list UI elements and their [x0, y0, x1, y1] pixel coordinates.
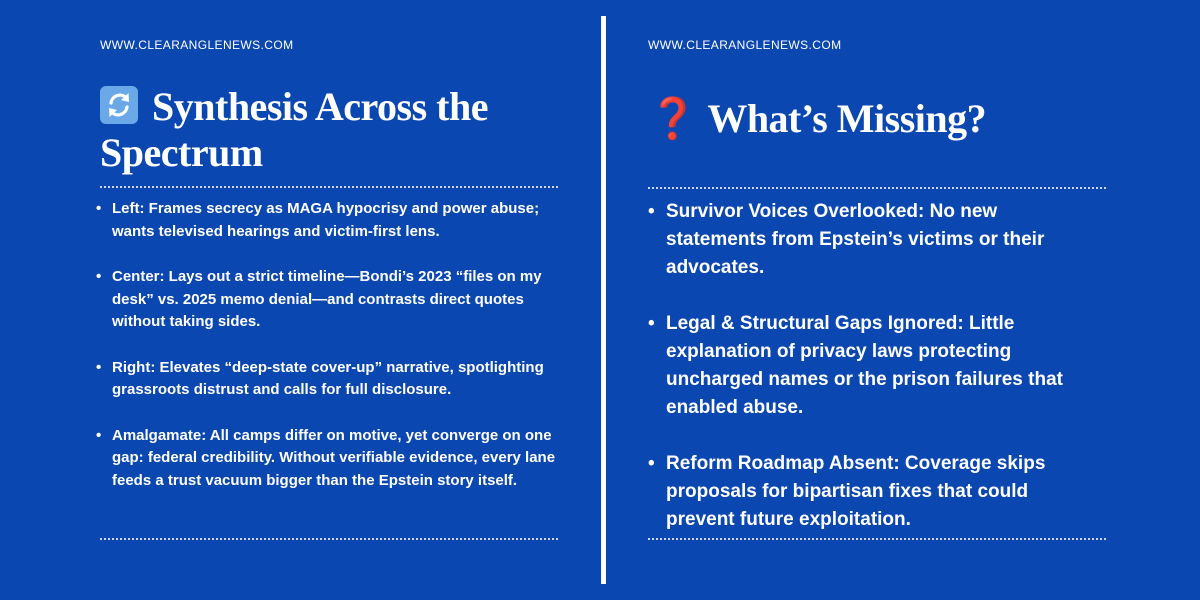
dotted-divider [100, 186, 558, 188]
list-item: • Center: Lays out a strict timeline—Bondi’s 2023 “files on my desk” vs. 2025 memo denial—and contrasts direct quotes without taking sides. [100, 266, 558, 334]
panel-title-text: Synthesis Across the Spectrum [100, 84, 488, 175]
panel-title-text: What’s Missing? [707, 96, 987, 141]
question-mark-icon: ❓ [648, 96, 698, 142]
dotted-divider [100, 538, 558, 540]
missing-panel [648, 0, 1108, 600]
dotted-divider [648, 538, 1106, 540]
synthesis-panel [100, 0, 560, 600]
list-item: • Legal & Structural Gaps Ignored: Little explanation of privacy laws protecting uncharged names or the prison failures that enabled abuse. [648, 310, 1088, 422]
list-item: • Survivor Voices Overlooked: No new statements from Epstein’s victims or their advocates. [648, 198, 1088, 282]
site-url: WWW.CLEARANGLENEWS.COM [100, 38, 294, 52]
list-item: • Right: Elevates “deep-state cover-up” narrative, spotlighting grassroots distrust and calls for full disclosure. [100, 357, 558, 402]
synthesis-list [100, 198, 558, 515]
panel-title [100, 84, 560, 176]
list-item: • Amalgamate: All camps differ on motive, yet converge on one gap: federal credibility. Without verifiable evidence, every lane feeds a trust vacuum bigger than the Epstein story itself. [100, 425, 558, 493]
panel-title [648, 96, 986, 142]
missing-list [648, 198, 1088, 562]
dotted-divider [648, 187, 1106, 189]
refresh-icon [100, 86, 138, 124]
center-divider [601, 16, 606, 584]
list-item: • Reform Roadmap Absent: Coverage skips proposals for bipartisan fixes that could prevent future exploitation. [648, 450, 1088, 534]
site-url: WWW.CLEARANGLENEWS.COM [648, 38, 842, 52]
list-item: • Left: Frames secrecy as MAGA hypocrisy and power abuse; wants televised hearings and victim-first lens. [100, 198, 558, 243]
